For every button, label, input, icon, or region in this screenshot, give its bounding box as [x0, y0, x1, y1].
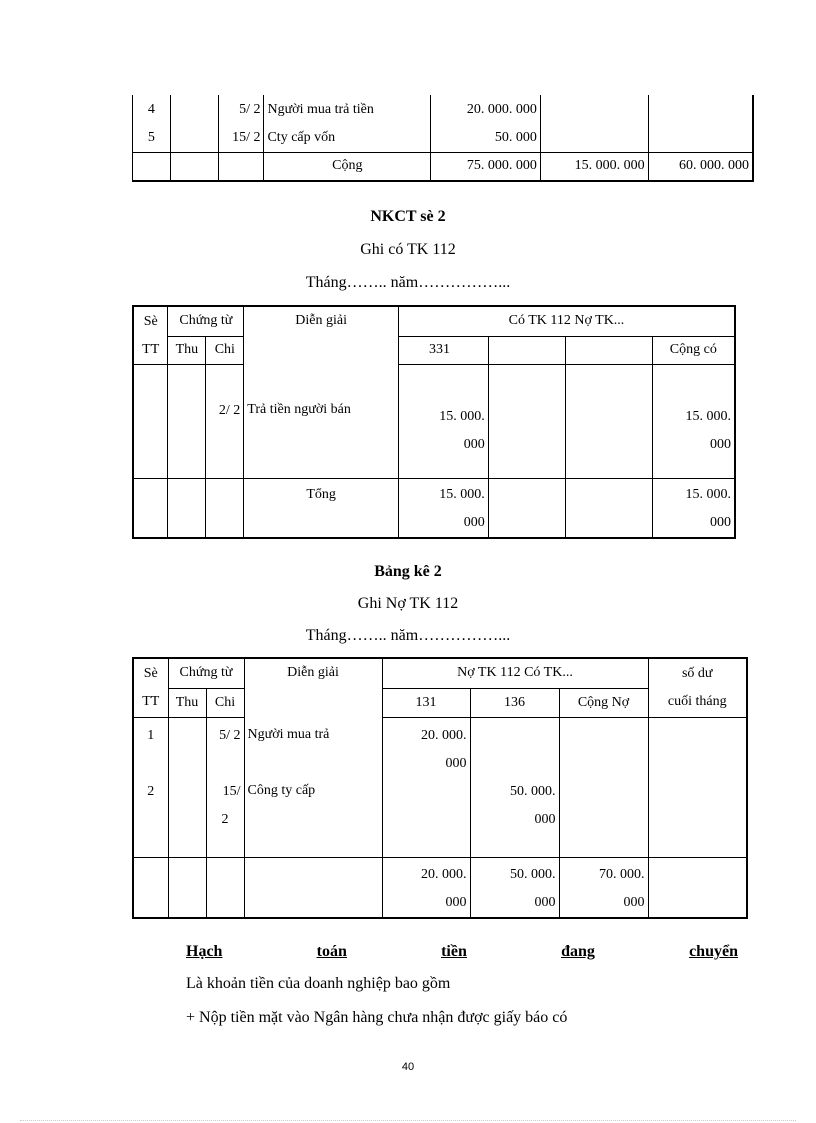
heading-word: toán — [316, 943, 347, 960]
paragraph-line: + Nộp tiền mặt vào Ngân hàng chưa nhận được giấy báo có — [186, 1009, 568, 1026]
header-chung-tu: Chứng từ — [168, 306, 244, 336]
nkct-subtitle: Ghi có TK 112 — [360, 241, 456, 258]
total-amount-2: 15. 000. 000 — [540, 152, 648, 181]
row-331-a: 15. 000. — [439, 408, 485, 424]
total-label: Tổng — [244, 478, 399, 538]
table-total-row — [133, 857, 747, 918]
table-nkct — [132, 305, 736, 539]
header-cong-co: Cộng có — [652, 336, 735, 364]
nkct-period: Tháng…….. năm……………... — [305, 274, 511, 291]
row-chi-cont: 2 — [221, 811, 229, 827]
row-desc: Cty cấp vốn — [264, 124, 431, 152]
header-col-3 — [566, 336, 652, 364]
table-rows-block — [133, 717, 747, 857]
row-chi: 5/ 2 — [219, 727, 241, 743]
header-col-136: 136 — [470, 688, 559, 717]
row-cong-co-a: 15. 000. — [685, 408, 731, 424]
table-continuation — [132, 95, 754, 182]
row-amount-2 — [540, 124, 648, 152]
total-cong-no-b: 000 — [623, 894, 645, 910]
header-dien-giai: Diễn giải — [244, 306, 399, 364]
row-331-b: 000 — [463, 436, 485, 452]
row-cong-co-b: 000 — [710, 436, 731, 452]
table-total-row — [133, 152, 754, 181]
heading-word: chuyển — [689, 943, 738, 960]
row-chi: 15/ — [222, 783, 241, 799]
total-331-b: 000 — [463, 514, 485, 530]
row-131-a: 20. 000. — [421, 727, 467, 743]
row-desc: Công ty cấp — [247, 783, 316, 798]
row-amount-3 — [648, 124, 753, 152]
row-amount-1: 50. 000 — [431, 124, 541, 152]
heading-word: tiền — [441, 943, 467, 960]
table-row — [133, 95, 754, 124]
row-amount-2 — [540, 95, 648, 124]
header-dien-giai: Diễn giải — [244, 658, 382, 717]
header-col-2 — [488, 336, 566, 364]
row-136-a: 50. 000. — [510, 783, 556, 799]
total-cong-co-a: 15. 000. — [685, 486, 731, 502]
row-chi: 15/ 2 — [218, 124, 264, 152]
row-thu — [170, 124, 218, 152]
total-label: Cộng — [264, 152, 431, 181]
table-row — [133, 124, 754, 152]
row-131-b: 000 — [445, 755, 467, 771]
table-total-row — [133, 478, 735, 538]
page-number: 40 — [401, 1061, 415, 1073]
total-131-b: 000 — [445, 894, 467, 910]
header-col-131: 131 — [382, 688, 470, 717]
row-desc: Trả tiền người bán — [244, 364, 399, 478]
total-136-a: 50. 000. — [510, 866, 556, 882]
header-thu: Thu — [168, 336, 206, 364]
header-group: Nợ TK 112 Có TK... — [382, 658, 648, 688]
header-cong-no: Cộng Nợ — [559, 688, 648, 717]
heading-word: Hạch — [186, 943, 223, 960]
row-amount-1: 20. 000. 000 — [431, 95, 541, 124]
header-thu: Thu — [168, 688, 206, 717]
heading-word: đang — [561, 943, 595, 960]
header-stt-bottom: TT — [133, 336, 168, 364]
header-chi: Chi — [206, 336, 244, 364]
row-stt: 5 — [133, 124, 171, 152]
row-amount-3 — [648, 95, 753, 124]
bang-ke-title: Bảng kê 2 — [374, 563, 442, 580]
section-heading — [186, 943, 738, 961]
table-row — [133, 364, 735, 478]
table-bang-ke — [132, 657, 748, 919]
paragraph-line: Là khoản tiền của doanh nghiệp bao gồm — [186, 975, 451, 992]
total-136-b: 000 — [534, 894, 556, 910]
row-chi: 2/ 2 — [206, 364, 244, 478]
nkct-title: NKCT sè 2 — [370, 208, 446, 225]
header-stt-bottom: TT — [133, 688, 168, 717]
row-thu — [170, 95, 218, 124]
total-131-a: 20. 000. — [421, 866, 467, 882]
row-desc: Người mua trả — [247, 727, 330, 742]
total-cong-co-b: 000 — [710, 514, 731, 530]
header-balance-top: số dư — [681, 665, 713, 681]
header-stt-top: Sè — [133, 658, 168, 688]
page-bottom-divider — [20, 1120, 796, 1121]
row-chi: 5/ 2 — [218, 95, 264, 124]
bang-ke-subtitle: Ghi Nợ TK 112 — [357, 595, 459, 612]
header-balance-bottom: cuối tháng — [648, 688, 747, 717]
header-col-331: 331 — [398, 336, 488, 364]
total-amount-1: 75. 000. 000 — [431, 152, 541, 181]
row-stt: 1 — [147, 727, 155, 743]
total-cong-no-a: 70. 000. — [599, 866, 645, 882]
row-stt: 4 — [133, 95, 171, 124]
bang-ke-period: Tháng…….. năm……………... — [305, 627, 511, 644]
row-136-b: 000 — [534, 811, 556, 827]
header-chi: Chi — [206, 688, 244, 717]
total-331-a: 15. 000. — [439, 486, 485, 502]
row-stt: 2 — [147, 783, 155, 799]
header-stt-top: Sè — [133, 306, 168, 336]
total-amount-3: 60. 000. 000 — [648, 152, 753, 181]
row-desc: Người mua trả tiền — [264, 95, 431, 124]
header-chung-tu: Chứng từ — [168, 658, 244, 688]
header-group: Có TK 112 Nợ TK... — [398, 306, 735, 336]
